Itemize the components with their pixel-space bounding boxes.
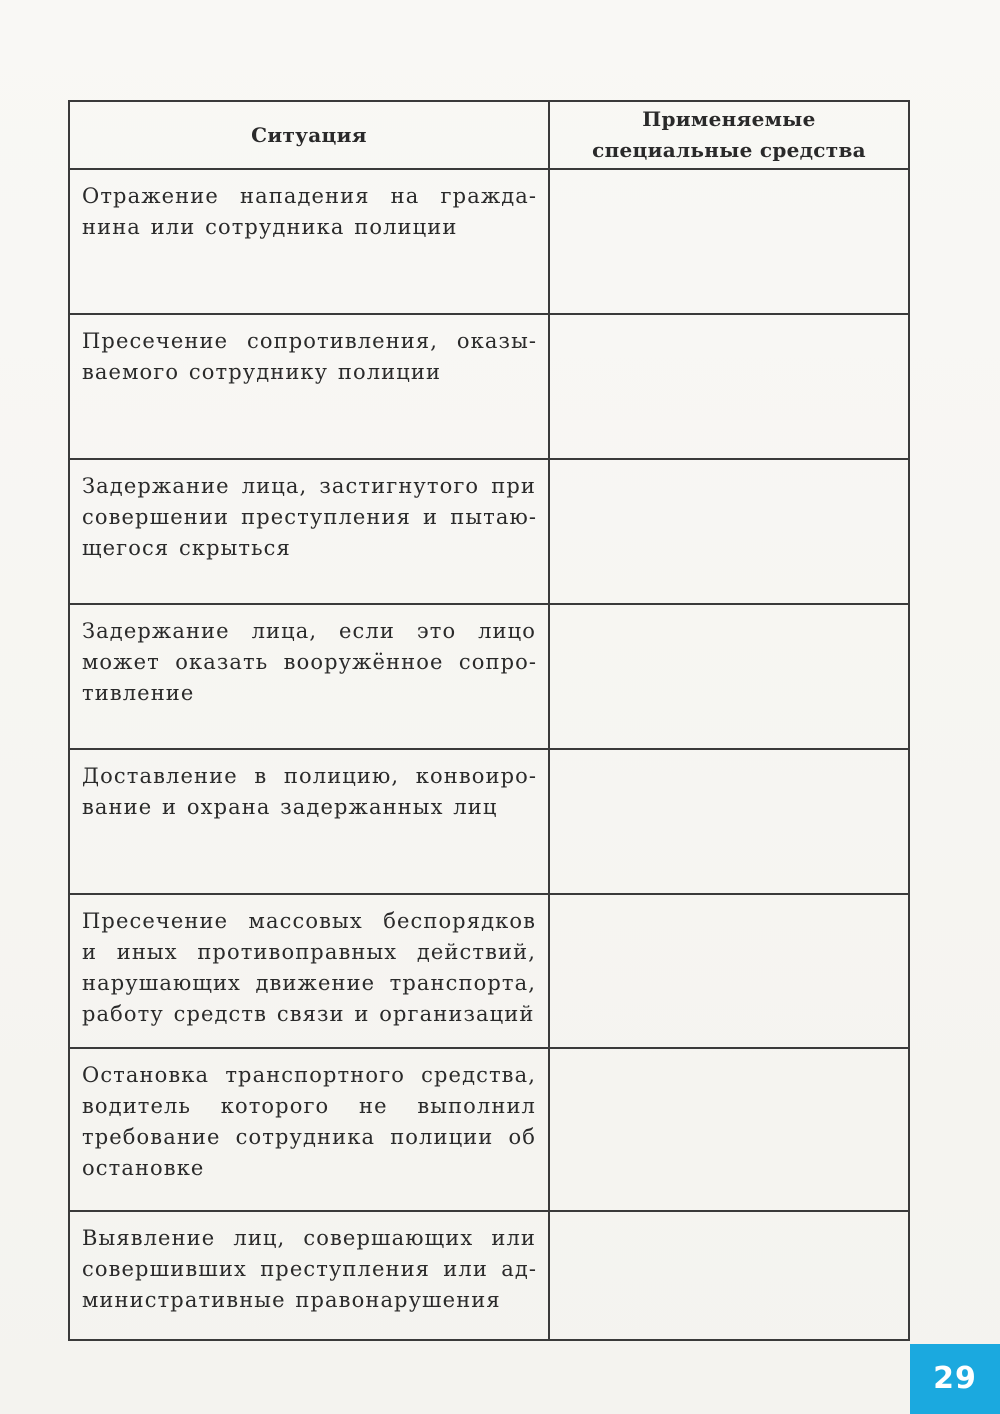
table-row [69,604,909,749]
header-row [69,101,909,169]
answer-cell[interactable] [549,314,909,459]
situation-cell: Пресечение массовых беспорядков и иных противоправных действий, нарушающих движение транспорта, работу средств связи и организаций [69,894,549,1048]
table-row [69,749,909,894]
answer-cell[interactable] [549,169,909,314]
situation-cell: Доставление в полицию, конвоирование и охрана задержанных лиц [69,749,549,894]
situation-cell: Пресечение сопротивления, оказываемого сотруднику полиции [69,314,549,459]
answer-cell[interactable] [549,604,909,749]
answer-cell[interactable] [549,1211,909,1340]
situation-cell: Выявление лиц, совершающих или совершивших преступления или административные правонарушения [69,1211,549,1340]
situation-cell: Отражение нападения на гражданина или сотрудника полиции [69,169,549,314]
situation-cell: Задержание лица, если это лицо может оказать вооружённое сопротивление [69,604,549,749]
situation-cell: Задержание лица, застигнутого при совершении преступления и пытающегося скрыться [69,459,549,604]
table-row [69,1211,909,1340]
header-special-means-line1: Применяемые [642,107,816,131]
situations-table-container [68,100,908,1341]
page-number: 29 [933,1361,977,1396]
answer-cell[interactable] [549,749,909,894]
answer-cell[interactable] [549,894,909,1048]
table-body [69,169,909,1340]
table-row [69,169,909,314]
answer-cell[interactable] [549,1048,909,1211]
situation-cell: Остановка транспортного средства, водитель которого не выполнил требование сотрудника полиции об остановке [69,1048,549,1211]
table-header [69,101,909,169]
answer-cell[interactable] [549,459,909,604]
header-situation [69,101,549,169]
table-row [69,314,909,459]
table-row [69,1048,909,1211]
table-row [69,459,909,604]
header-special-means-line2: специальные средства [592,138,866,162]
header-special-means [549,101,909,169]
header-situation-label: Ситуация [251,122,367,147]
table-row [69,894,909,1048]
page-number-badge [910,1344,1000,1414]
situations-table [68,100,910,1341]
